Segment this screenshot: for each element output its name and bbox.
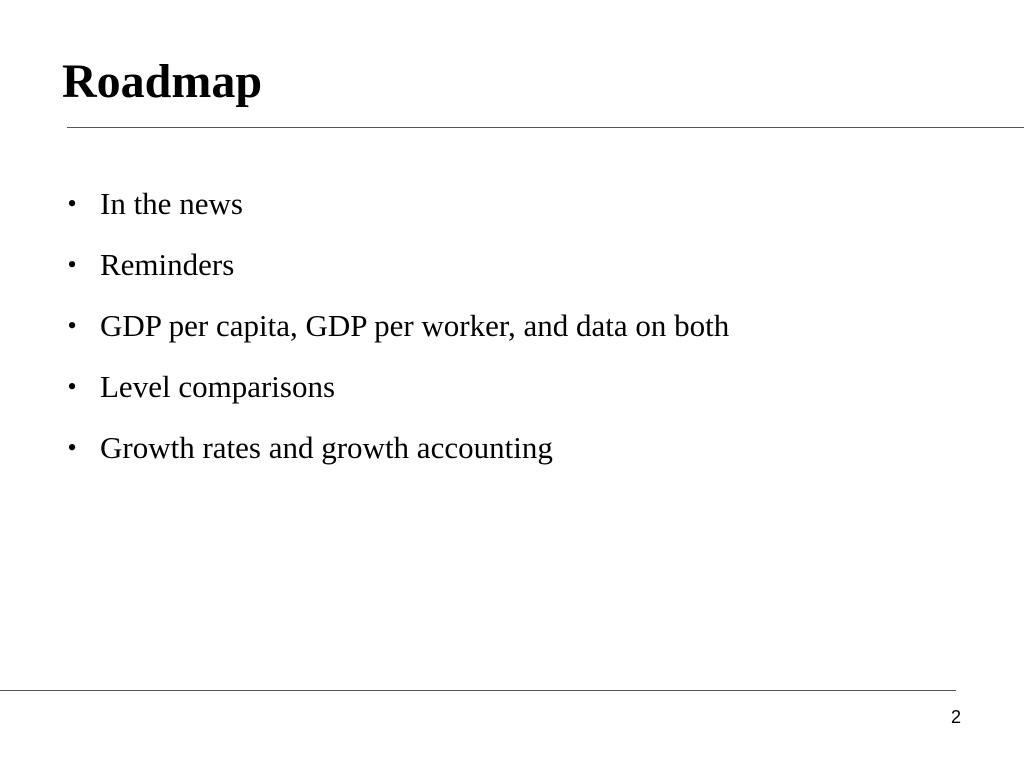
footer-divider xyxy=(0,690,956,691)
title-divider xyxy=(67,127,1024,128)
bullet-text: Growth rates and growth accounting xyxy=(100,430,553,465)
bullet-icon: • xyxy=(67,433,77,462)
bullet-icon: • xyxy=(67,250,77,279)
slide-title: Roadmap xyxy=(62,55,263,108)
page-number: 2 xyxy=(950,707,961,727)
bullet-text: GDP per capita, GDP per worker, and data on both xyxy=(100,308,730,343)
bullet-text: In the news xyxy=(100,186,243,221)
bullet-text: Level comparisons xyxy=(100,369,336,404)
bullet-icon: • xyxy=(67,372,77,401)
bullet-text: Reminders xyxy=(100,247,235,282)
bullet-icon: • xyxy=(67,311,77,340)
bullet-icon: • xyxy=(67,189,77,218)
